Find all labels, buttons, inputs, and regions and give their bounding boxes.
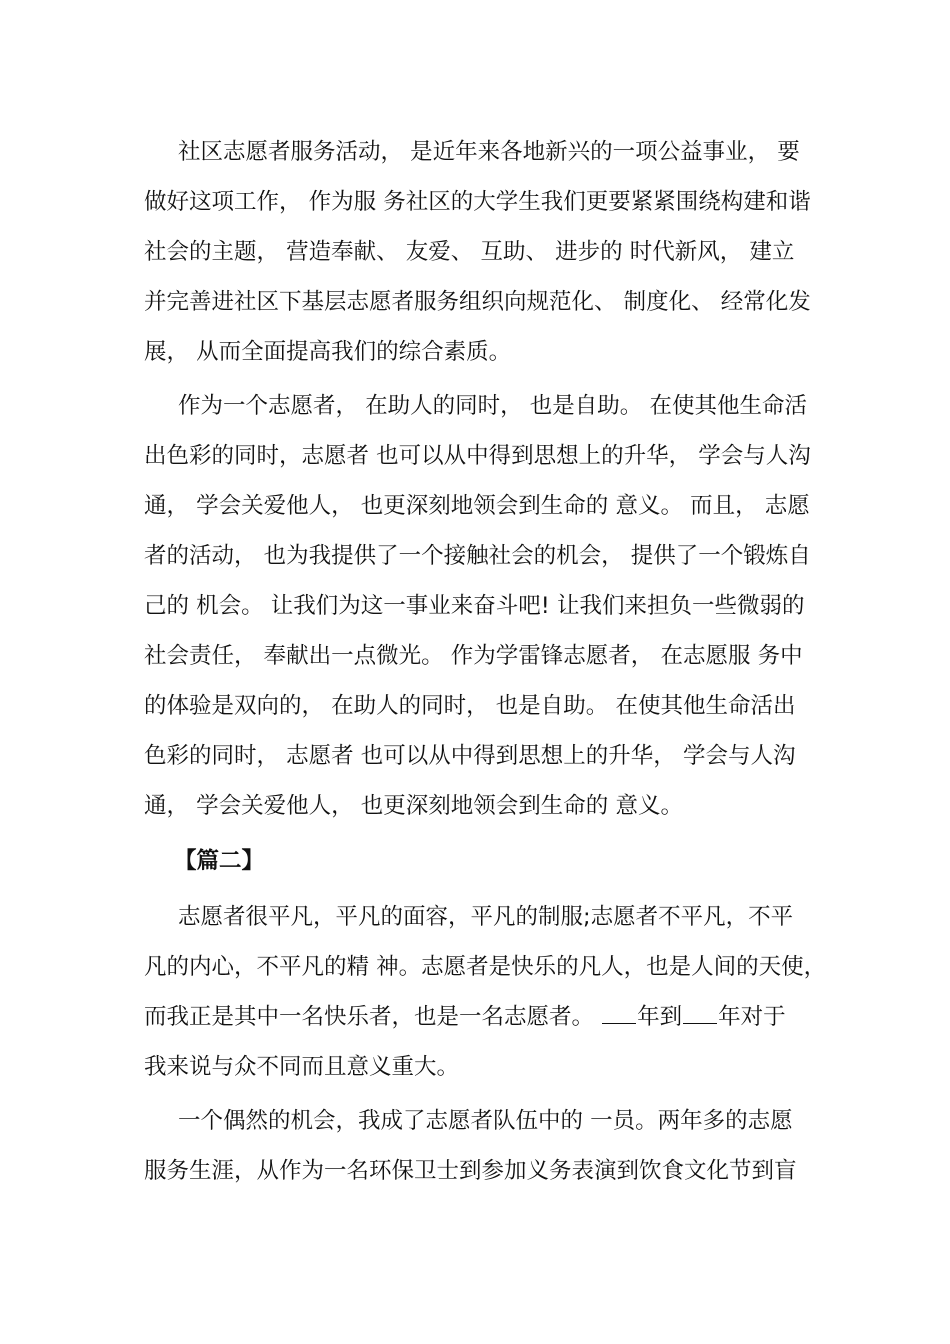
paragraph-3-line-2: 凡的内心，不平凡的精 神。志愿者是快乐的凡人，也是人间的天使， <box>144 954 827 980</box>
paragraph-2-line-7: 的体验是双向的， 在助人的同时， 也是自助。 在使其他生命活出 <box>144 693 796 719</box>
paragraph-1-line-2: 做好这项工作， 作为服 务社区的大学生我们更要紧紧围绕构建和谐 <box>144 189 811 215</box>
paragraph-4-line-1: 一个偶然的机会，我成了志愿者队伍中的 一员。两年多的志愿 <box>178 1108 793 1134</box>
paragraph-2-line-8: 色彩的同时， 志愿者 也可以从中得到思想上的升华， 学会与人沟 <box>144 743 796 769</box>
section-heading: 【篇二】 <box>174 848 265 874</box>
paragraph-3-line-3 <box>144 1002 786 1032</box>
paragraph-4-line-2: 服务生涯，从作为一名环保卫士到参加义务表演到饮食文化节到盲 <box>144 1158 797 1184</box>
paragraph-1-line-4: 并完善进社区下基层志愿者服务组织向规范化、 制度化、 经常化发 <box>144 289 811 315</box>
paragraph-3-line-1: 志愿者很平凡，平凡的面容，平凡的制服;志愿者不平凡，不平 <box>178 904 794 930</box>
year-blank-1 <box>602 1022 636 1024</box>
paragraph-3-line-4: 我来说与众不同而且意义重大。 <box>144 1054 460 1080</box>
paragraph-2-line-6: 社会责任， 奉献出一点微光。 作为学雷锋志愿者， 在志愿服 务中 <box>144 643 803 669</box>
paragraph-3-line-3-text-c: 年对于 <box>718 1004 786 1030</box>
paragraph-2-line-4: 者的活动， 也为我提供了一个接触社会的机会， 提供了一个锻炼自 <box>144 543 811 569</box>
year-blank-2 <box>683 1022 717 1024</box>
paragraph-2-line-3: 通， 学会关爱他人， 也更深刻地领会到生命的 意义。 而且， 志愿 <box>144 493 810 519</box>
paragraph-2-line-1: 作为一个志愿者， 在助人的同时， 也是自助。 在使其他生命活 <box>178 393 807 419</box>
paragraph-1-line-1: 社区志愿者服务活动， 是近年来各地新兴的一项公益事业， 要 <box>178 139 800 165</box>
paragraph-1-line-3: 社会的主题， 营造奉献、 友爱、 互助、 进步的 时代新风， 建立 <box>144 239 795 265</box>
paragraph-2-line-9: 通， 学会关爱他人， 也更深刻地领会到生命的 意义。 <box>144 793 683 819</box>
paragraph-3-line-3-text-b: 年到 <box>637 1004 683 1030</box>
paragraph-2-line-5: 己的 机会。 让我们为这一事业来奋斗吧! 让我们来担负一些微弱的 <box>144 593 805 619</box>
paragraph-3-line-3-text-a: 而我正是其中一名快乐者，也是一名志愿者。 <box>144 1004 602 1030</box>
paragraph-1-line-5: 展， 从而全面提高我们的综合素质。 <box>144 339 512 365</box>
paragraph-2-line-2: 出色彩的同时，志愿者 也可以从中得到思想上的升华， 学会与人沟 <box>144 443 811 469</box>
